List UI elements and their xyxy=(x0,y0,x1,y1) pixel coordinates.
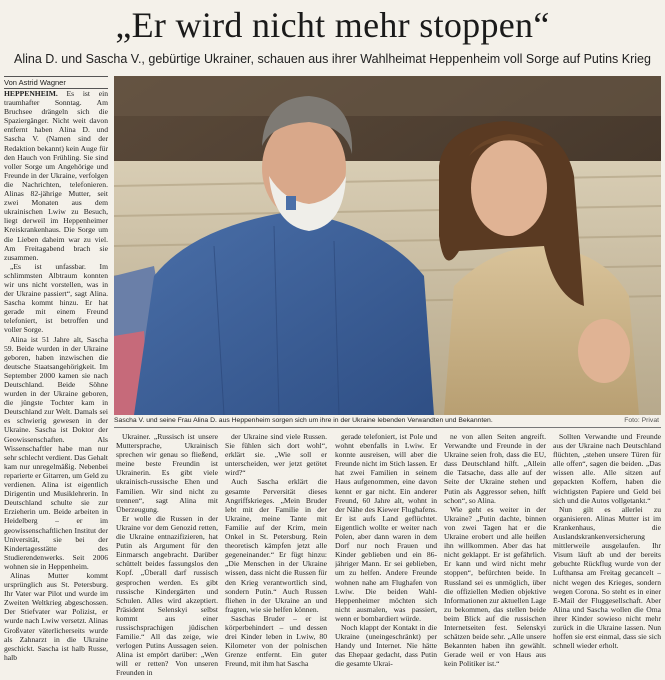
byline: Von Astrid Wagner xyxy=(4,76,108,89)
article-paragraph: der Ukraine sind viele Russen. Sie fühlen sich dort wohl“, erklärt sie. „Wie soll er unterscheiden, wer jetzt getötet wird?“ xyxy=(225,432,327,478)
paragraph-text: Es ist ein traumhafter Sonntag. Am Bruchsee drängeln sich die Spaziergänger. Nicht weit davon entfernt haben Alina D. und Sascha V. (Namen sind der Redaktion bekannt) kein Auge für den Hauch von Frühling. Sie sind voller Sorge um Angehörige und Freunde in der Ukraine, verfolgen die Nachrichten, telefonieren. Alinas 82-jährige Mutter, seit zwei Monaten aus dem ukrainischen Lwiw zu Besuch, liegt derweil im Heppenheimer Kreiskrankenhaus. Die Sorge um die Lieben daheim war zu viel. Am Freitagabend brach sie zusammen. xyxy=(4,89,108,262)
photo-credit: Foto: Privat xyxy=(624,417,659,424)
article-paragraph: „Es ist unfassbar. Im schlimmsten Albtraum konnten wir uns nicht vorstellen, was in der Ukraine passiert“, sagt Alina. Sascha kommt hinzu. Er hat gerade mit einem Freund telefoniert, ist betroffen und voller Sorge. xyxy=(4,261,108,335)
dateline-city: HEPPENHEIM. xyxy=(4,89,67,98)
article-paragraph: Auch Sascha erklärt die gesamte Perversität dieses Angriffskrieges. „Mein Bruder lebt mit der Familie in der Ukraine, meine Tante mit Familie auf der Krim, mein Onkel in St. Petersburg. Rein theoretisch kämpfen jetzt alle gegeneinander.“ Er fügt hinzu: „Die Menschen in der Ukraine wissen, dass nicht die Russen für den Krieg verantwortlich sind, sondern Putin.“ Auch Russen fliehen in der Ukraine an und fragten, wie sie helfen können. xyxy=(225,477,327,614)
headline: „Er wird nicht mehr stoppen“ xyxy=(115,5,550,45)
article-photo xyxy=(114,76,661,415)
caption-divider xyxy=(114,427,661,428)
article-column-1 xyxy=(4,89,108,677)
article-paragraph: Nun gilt es allerlei zu organisieren. Alinas Mutter ist im Krankenhaus, die Auslandskrankenversicherung mittlerweile ausgelaufen. Ihr Visum läuft ab und der bereits gebuchte Rückflug wurde von der Lufthansa am Freitag gecancelt – nicht wegen des Krieges, sondern wegen Corona. So steht es in einer E-Mail der Fluggesellschaft. Aber Alina und Sascha wollen die Oma ihrer Kinder sowieso nicht mehr zurück in die Ukraine lassen. Nun hoffen sie erst einmal, dass sie sich schnell wieder erholt. xyxy=(553,504,661,651)
photo-caption xyxy=(114,417,661,424)
article-column-2 xyxy=(116,432,218,678)
article-paragraph: Er wolle die Russen in der Ukraine vor dem Genozid retten, die Ukraine entnazifizieren, hat Putin als Argument für den Einmarsch angebracht. Darüber schüttelt beides fassungslos den Kopf. „Überall darf russisch gesprochen werden. Es gibt russische Kindergärten und Schulen. Alles wird akzeptiert. Präsident Selenskyi selbst kommt aus einer russischsprachigen jüdischen Familie.“ All das zeige, wie verlogen Putins Aussagen seien. Alina ist empört darüber: „Wen will er retten? Von unseren Freunden in xyxy=(116,513,218,678)
photo-caption-text: Sascha V. und seine Frau Alina D. aus Heppenheim sorgen sich um ihre in der Ukraine lebenden Verwandten und Bekannten. xyxy=(114,417,493,424)
subheadline: Alina D. und Sascha V., gebürtige Ukrainer, schauen aus ihrer Wahlheimat Heppenheim voll Sorge auf Putins Krieg xyxy=(14,52,651,66)
article-paragraph: ne von allen Seiten angreift. Verwandte und Freunde in der Ukraine seien froh, dass die EU, dass Deutschland hilft. „Allein die Tatsache, dass alle auf der Seite der Ukraine stehen und Putin als Aggressor sehen, hilft schon“, so Alina. xyxy=(444,432,546,505)
article-paragraph: Saschas Bruder – er ist körperbehindert – und dessen drei Kinder leben in Lwiw, 80 Kilometer von der polnischen Grenze entfernt. Ein guter Freund, mit ihm hat Sascha xyxy=(225,613,327,669)
article-paragraph: Alinas Mutter kommt ursprünglich aus St. Petersburg. Ihr Vater war Pilot und wurde im Zweiten Weltkrieg abgeschossen. Der Stiefvater war Polizist, er wurde nach Lwiw versetzt. Alinas Großvater väterlicherseits wurde als Zahnarzt in die Ukraine geschickt. Sascha ist halb Russe, halb xyxy=(4,570,108,662)
article-column-4 xyxy=(335,432,437,678)
article-column-6 xyxy=(553,432,661,678)
article-paragraph: Ukrainer. „Russisch ist unsere Muttersprache, Ukrainisch sprechen wir genau so fließend, meine beste Freundin ist Ukrainerin. Es gibt viele ukrainisch-russische Ehen und Familien. Wir sind nicht zu trennen“, sagt Alina mit Überzeugung. xyxy=(116,432,218,514)
article-paragraph: Noch klappt der Kontakt in die Ukraine (uneingeschränkt) per Handy und Internet. Nie hätte das Ehepaar gedacht, dass Putin die gesamte Ukrai- xyxy=(335,622,437,669)
article-paragraph: Alina ist 51 Jahre alt, Sascha 59. Beide wurden in der Ukraine geboren, haben inzwischen die deutsche Staatsangehörigkeit. Im September 2000 kamen sie nach Deutschland. Beide Söhne wurden in der Ukraine geboren, die jüngste Tochter kam in Deutschland zur Welt. Damals sei es schwierig gewesen in der Ukraine. Sascha ist Doktor der Geowissenschaften. Als Wissenschaftler habe man nur sehr schlecht verdient. Das Gehalt kam nur unregelmäßig. Nebenbei reparierte er Gitarren, um Geld zu verdienen. Alina ist eigentlich Dirigentin und Musiklehrerin. In Deutschland schulte sie zur Erzieherin um. Beide arbeiten in Heidelberg – er im geowissenschaftlichen Institut der Universität, sie bei der Kindertagesstätte des Studierendenwerks. Seit 2006 wohnen sie in Heppenheim. xyxy=(4,334,108,571)
article-paragraph: gerade telefoniert, ist Pole und wohnt ebenfalls in Lwiw. Er konnte ausreisen, will aber die Freunde nicht im Stich lassen. Er hat zwei Familien in seinem Haus aufgenommen, eine davon kennt er gar nicht. Ein anderer Freund, 60 Jahre alt, wohnt in der Nähe des Kiewer Flughafens. Er ist aufs Land geflüchtet. Eigentlich wollte er weiter nach Polen, aber dann waren in dem Dorf nur noch Frauen und Kinder geblieben und ein 86-jähriger Mann. Er sei geblieben, um zu helfen. Andere Freunde wohnen nahe am Flughafen von Lwiw. Die beiden Wahl-Heppenheimer möchten sich nicht ausmalen, was passiert, wenn er bombardiert würde. xyxy=(335,432,437,623)
article-paragraph: Wie geht es weiter in der Ukraine? „Putin dachte, binnen von zwei Tagen hat er die Ukraine erobert und alle heißen ihn willkommen. Aber das hat nicht geklappt. Er ist gefährlich. Er kann und wird nicht mehr stoppen“, befürchten beide. In Russland sei es unmöglich, über die offiziellen Medien objektive Informationen zur aktuellen Lage zu bekommen, das stellen beide beim Blick auf die russischen Internetseiten fest. Selenskyi schätzen beide sehr. „Alle unsere Bekannten haben ihn gewählt. Gerade weil er von Haus aus kein Politiker ist.“ xyxy=(444,504,546,669)
article-paragraph: Sollten Verwandte und Freunde aus der Ukraine nach Deutschland flüchten, „stehen unsere Türen für alle offen“, sagen die beiden. „Das wissen alle. Alle sitzen auf gepackten Koffern, haben die wichtigsten Papiere und Geld bei sich und die Autos vollgetankt.“ xyxy=(553,432,661,505)
article-column-5 xyxy=(444,432,546,678)
article-paragraph xyxy=(4,89,108,262)
article-column-3 xyxy=(225,432,327,678)
